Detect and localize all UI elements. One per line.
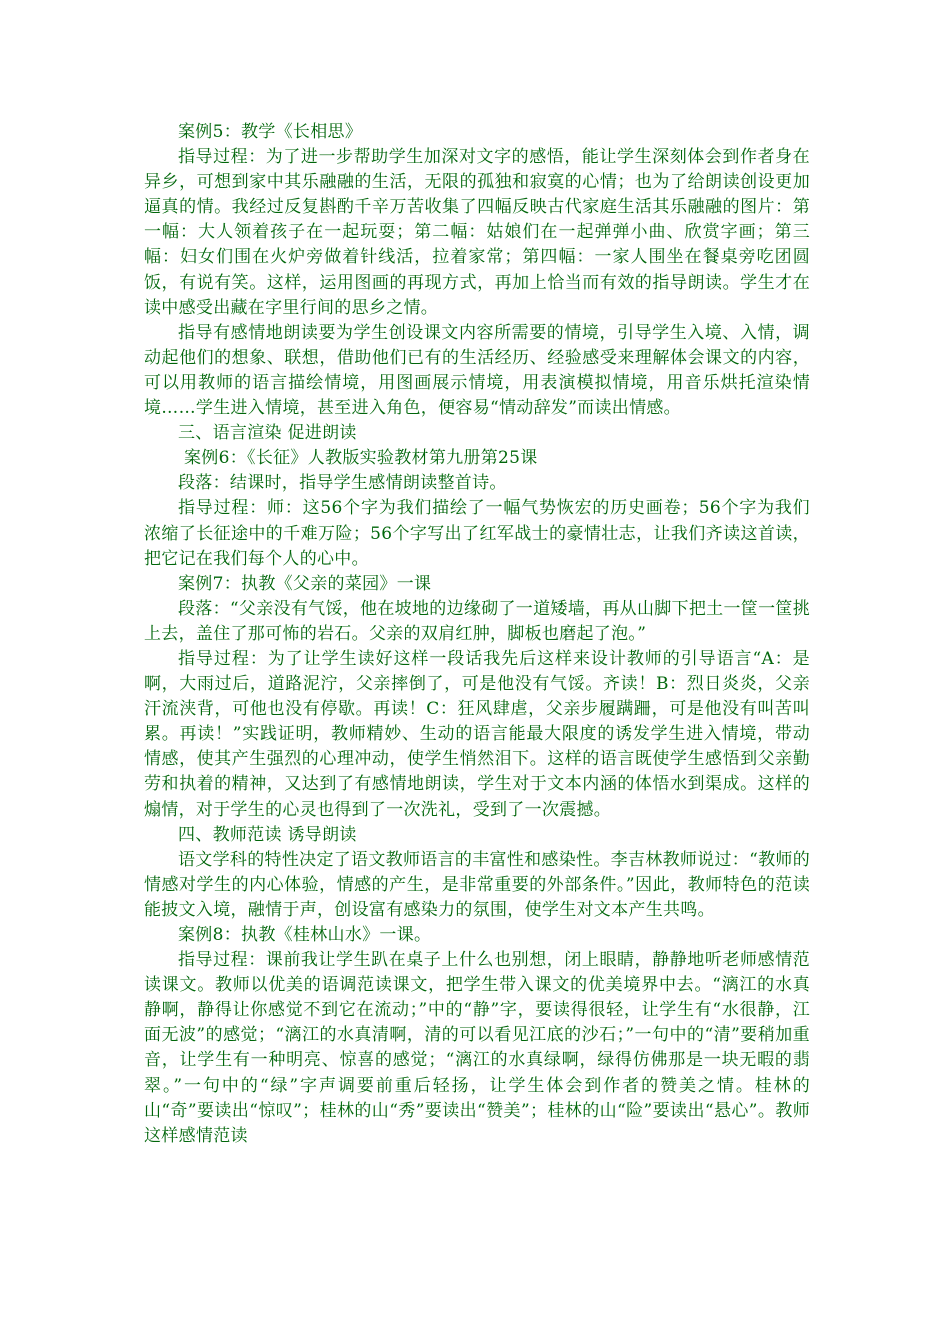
case-7-guidance: 指导过程：为了让学生读好这样一段话我先后这样来设计教师的引导语言“A：是啊，大雨过后，道路泥泞，父亲摔倒了，可是他没有气馁。齐读！B：烈日炎炎，父亲汗流浃背，可他也没有停歇。再读！C：狂风肆虐，父亲步履蹒跚，可是他没有叫苦叫累。再读！”实践证明，教师精妙、生动的语言能最大限度的诱发学生进入情境，带动情感，使其产生强烈的心理冲动，使学生悄然泪下。这样的语言既使学生感悟到父亲勤劳和执着的精神，又达到了有感情地朗读，学生对于文本内涵的体悟水到渠成。这样的煽情，对于学生的心灵也得到了一次洗礼，受到了一次震撼。 — [144, 648, 810, 820]
case-6-title: 案例6：《长征》人教版实验教材第九册第25课 — [184, 448, 538, 469]
case-8-title: 案例8：执教《桂林山水》一课。 — [178, 925, 432, 945]
case-7-passage: 段落：“父亲没有气馁，他在坡地的边缘砌了一道矮墙，再从山脚下把土一筐一筐挑上去，盖住了那可怖的岩石。父亲的双肩红肿，脚板也磨起了泡。” — [144, 598, 810, 644]
case-8-guidance: 指导过程：课前我让学生趴在桌子上什么也别想，闭上眼睛，静静地听老师感情范读课文。教师以优美的语调范读课文，把学生带入课文的优美境界中去。“漓江的水真静啊，静得让你感觉不到它在流动；”中的“静”字，要读得很轻，让学生有“水很静，江面无波”的感觉；“漓江的水真清啊，清的可以看见江底的沙石；”一句中的“清”要稍加重音，让学生有一种明亮、惊喜的感觉；“漓江的水真绿啊，绿得仿佛那是一块无暇的翡翠。”一句中的“绿”字声调要前重后轻扬，让学生体会到作者的赞美之情。桂林的山“奇”要读出“惊叹”；桂林的山“秀”要读出“赞美”；桂林的山“险”要读出“悬心”。教师这样感情范读 — [144, 950, 810, 1146]
emotional-reading-paragraph: 指导有感情地朗读要为学生创设课文内容所需要的情境，引导学生入境、入情，调动起他们的想象、联想，借助他们已有的生活经历、经验感受来理解体会课文的内容，可以用教师的语言描绘情境，用图画展示情境，用表演模拟情境，用音乐烘托渲染情境……学生进入情境，甚至进入角色，便容易“情动辞发”而读出情感。 — [144, 322, 810, 419]
case-5-title: 案例5：教学《长相思》 — [178, 122, 363, 142]
section-3-heading: 三、语言渲染 促进朗读 — [178, 423, 357, 444]
case-7-title: 案例7：执教《父亲的菜园》一课 — [178, 573, 432, 594]
document-body — [144, 120, 810, 1149]
teacher-reading-paragraph: 语文学科的特性决定了语文教师语言的丰富性和感染性。李吉林教师说过：“教师的情感对学生的内心体验，情感的产生，是非常重要的外部条件。”因此，教师特色的范读能披文入境，融情于声，创设富有感染力的氛围，使学生对文本产生共鸣。 — [144, 849, 810, 920]
case-6-guidance: 指导过程：师：这56个字为我们描绘了一幅气势恢宏的历史画卷；56个字为我们浓缩了长征途中的千难万险；56个字写出了红军战士的豪情壮志，让我们齐读这首读，把它记在我们每个人的心中。 — [144, 498, 810, 569]
case-6-passage: 段落：结课时，指导学生感情朗读整首诗。 — [178, 473, 507, 494]
section-4-heading: 四、教师范读 诱导朗读 — [178, 824, 357, 845]
case-5-guidance: 指导过程：为了进一步帮助学生加深对文字的感悟，能让学生深刻体会到作者身在异乡，可想到家中其乐融融的生活，无限的孤独和寂寞的心情；也为了给朗读创设更加逼真的情。我经过反复斟酌千辛万苦收集了四幅反映古代家庭生活其乐融融的图片：第一幅：大人领着孩子在一起玩耍；第二幅：姑娘们在一起弹弹小曲、欣赏字画；第三幅：妇女们围在火炉旁做着针线活，拉着家常；第四幅：一家人围坐在餐桌旁吃团圆饭，有说有笑。这样，运用图画的再现方式，再加上恰当而有效的指导朗读。学生才在读中感受出藏在字里行间的思乡之情。 — [144, 147, 810, 318]
